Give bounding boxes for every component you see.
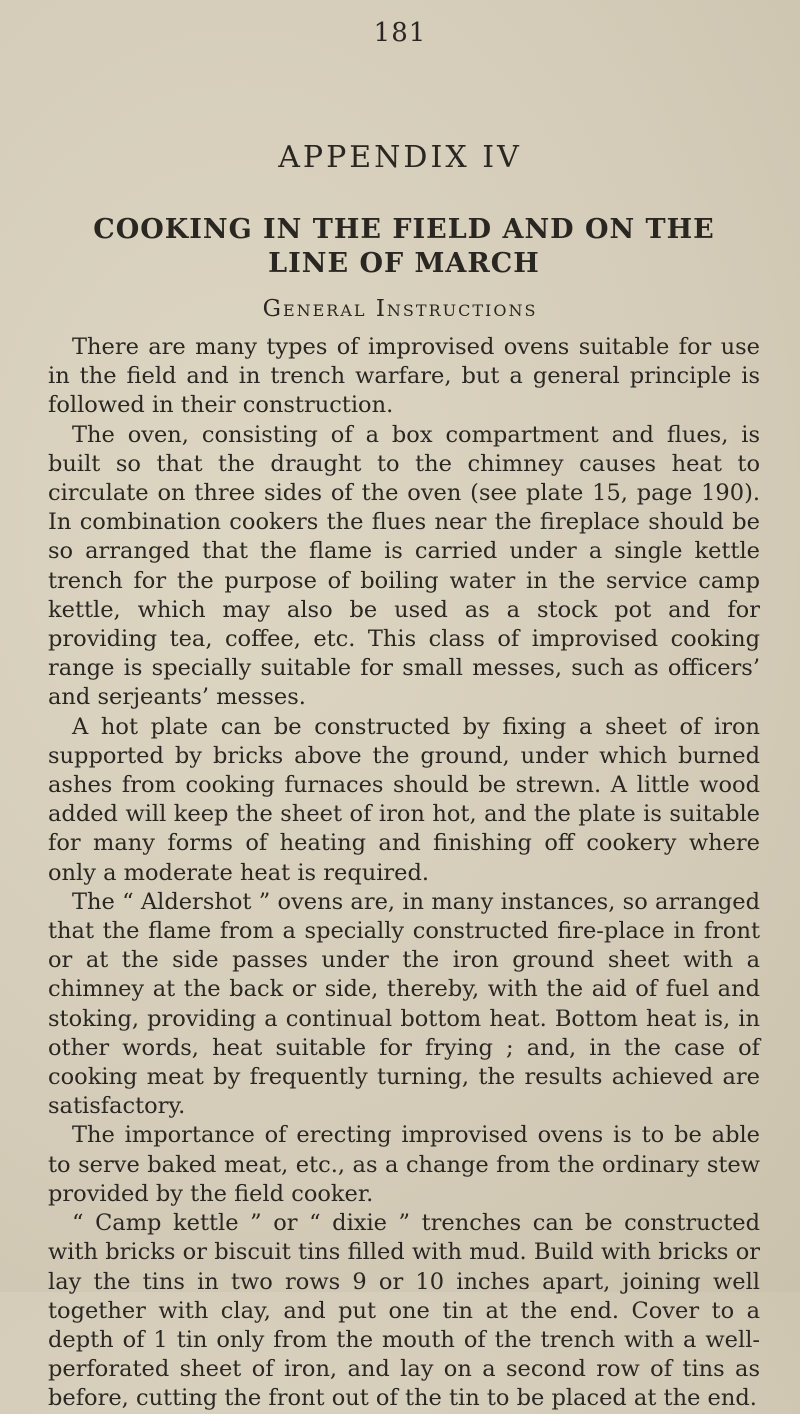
- chapter-title: COOKING IN THE FIELD AND ON THE LINE OF MARCH: [93, 214, 715, 279]
- paragraph-3: A hot plate can be constructed by fixing a sheet of iron supported by bricks above the ground, under which burned ashes from cooking furnaces should be strewn. A little wood added will keep the sheet of iron hot, and the plate is suitable for many forms of heating and finishing off cookery where only a moderate heat is required.: [48, 713, 760, 886]
- page-number: 181: [373, 18, 427, 48]
- paragraph-4: The “ Aldershot ” ovens are, in many instances, so arranged that the flame from a specially constructed fire-place in front or at the side passes under the iron ground sheet with a chimney at the back or side, thereby, with the aid of fuel and stoking, providing a continual bottom heat. Bottom heat is, in other words, heat suitable for frying ; and, in the case of cooking meat by frequently turning, the results achieved are satisfactory.: [48, 888, 760, 1120]
- appendix-heading: APPENDIX IV: [278, 140, 522, 175]
- paragraph-1: There are many types of improvised ovens suitable for use in the field and in trench warfare, but a general principle is followed in their construction.: [48, 334, 760, 419]
- paragraph-2: The oven, consisting of a box compartment and flues, is built so that the draught to the chimney causes heat to circulate on three sides of the oven (see plate 15, page 190). In combination cookers the flues near the fireplace should be so arranged that the flame is carried under a single kettle trench for the purpose of boiling water in the service camp kettle, which may also be used as a stock pot and for providing tea, coffee, etc. This class of improvised cooking range is specially suitable for small messes, such as officers’ and serjeants’ messes.: [48, 421, 760, 711]
- body-text: [48, 333, 760, 1414]
- paragraph-6: “ Camp kettle ” or “ dixie ” trenches can be constructed with bricks or biscuit tins filled with mud. Build with bricks or lay the tins in two rows 9 or 10 inches apart, joining well together with clay, and put one tin at the end. Cover to a depth of 1 tin only from the mouth of the trench with a well-perforated sheet of iron, and lay on a second row of tins as before, cutting the front out of the tin to be placed at the end.: [48, 1210, 760, 1412]
- section-subtitle: General Instructions: [262, 296, 538, 322]
- paragraph-5: The importance of erecting improvised ovens is to be able to serve baked meat, etc., as a change from the ordinary stew provided by the field cooker.: [48, 1122, 760, 1207]
